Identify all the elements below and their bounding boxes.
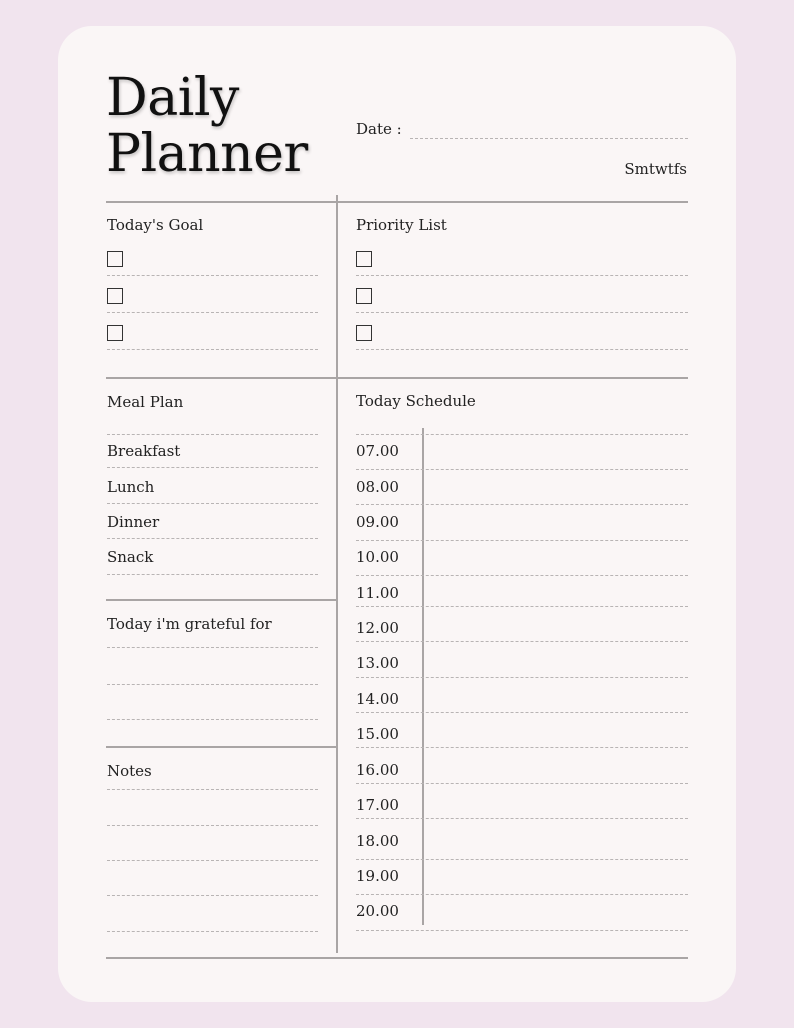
date-input-line[interactable] [410, 138, 688, 139]
notes-line-2[interactable] [107, 825, 318, 826]
schedule-time-16: 16.00 [356, 761, 399, 779]
schedule-time-20: 20.00 [356, 902, 399, 920]
grateful-title: Today i'm grateful for [107, 615, 272, 633]
priority-line-2[interactable] [356, 312, 688, 313]
schedule-line-13[interactable] [356, 677, 688, 678]
goal-line-3[interactable] [107, 349, 318, 350]
priority-checkbox-3[interactable] [356, 325, 372, 341]
schedule-time-12: 12.00 [356, 619, 399, 637]
meal-line-4[interactable] [107, 574, 318, 575]
meal-item-dinner: Dinner [107, 513, 160, 531]
schedule-time-07: 07.00 [356, 442, 399, 460]
schedule-line-18[interactable] [356, 859, 688, 860]
schedule-line-17[interactable] [356, 818, 688, 819]
schedule-line-15[interactable] [356, 747, 688, 748]
planner-title-planner: Planner [106, 124, 308, 184]
schedule-time-11: 11.00 [356, 584, 399, 602]
schedule-time-10: 10.00 [356, 548, 399, 566]
meal-item-breakfast: Breakfast [107, 442, 181, 460]
goal-checkbox-1[interactable] [107, 251, 123, 267]
schedule-time-08: 08.00 [356, 478, 399, 496]
goals-divider [106, 377, 688, 379]
planner-title-daily: Daily [106, 68, 239, 128]
goal-line-2[interactable] [107, 312, 318, 313]
goals-title: Today's Goal [107, 216, 204, 234]
schedule-line-07[interactable] [356, 469, 688, 470]
schedule-line-12[interactable] [356, 641, 688, 642]
schedule-line-16[interactable] [356, 783, 688, 784]
schedule-line-19[interactable] [356, 894, 688, 895]
schedule-time-17: 17.00 [356, 796, 399, 814]
goal-checkbox-3[interactable] [107, 325, 123, 341]
notes-line-3[interactable] [107, 860, 318, 861]
schedule-title: Today Schedule [356, 392, 476, 410]
schedule-time-14: 14.00 [356, 690, 399, 708]
notes-title: Notes [107, 762, 152, 780]
meal-line-3[interactable] [107, 538, 318, 539]
meal-divider [106, 599, 336, 601]
bottom-divider [106, 957, 688, 959]
schedule-line-14[interactable] [356, 712, 688, 713]
center-divider [336, 195, 338, 953]
schedule-time-13: 13.00 [356, 654, 399, 672]
grateful-divider [106, 746, 336, 748]
schedule-time-15: 15.00 [356, 725, 399, 743]
priority-line-1[interactable] [356, 275, 688, 276]
schedule-line-20[interactable] [356, 930, 688, 931]
meal-line-1[interactable] [107, 467, 318, 468]
notes-line-4[interactable] [107, 895, 318, 896]
schedule-line-09[interactable] [356, 540, 688, 541]
grateful-line-3[interactable] [107, 719, 318, 720]
top-divider [106, 201, 688, 203]
schedule-line-10[interactable] [356, 575, 688, 576]
priority-line-3[interactable] [356, 349, 688, 350]
goal-checkbox-2[interactable] [107, 288, 123, 304]
priority-checkbox-1[interactable] [356, 251, 372, 267]
meal-item-snack: Snack [107, 548, 154, 566]
schedule-time-19: 19.00 [356, 867, 399, 885]
schedule-line-11[interactable] [356, 606, 688, 607]
meal-line-2[interactable] [107, 503, 318, 504]
notes-line-5[interactable] [107, 931, 318, 932]
schedule-time-18: 18.00 [356, 832, 399, 850]
schedule-line-08[interactable] [356, 504, 688, 505]
date-label: Date : [356, 120, 402, 138]
grateful-line-1[interactable] [107, 647, 318, 648]
grateful-line-2[interactable] [107, 684, 318, 685]
schedule-time-09: 09.00 [356, 513, 399, 531]
weekday-selector[interactable]: Smtwtfs [624, 160, 687, 178]
meal-item-lunch: Lunch [107, 478, 155, 496]
schedule-line-0 [356, 434, 688, 435]
meal-title: Meal Plan [107, 393, 184, 411]
meal-line-0 [107, 434, 318, 435]
goal-line-1[interactable] [107, 275, 318, 276]
priority-title: Priority List [356, 216, 447, 234]
notes-line-1[interactable] [107, 789, 318, 790]
priority-checkbox-2[interactable] [356, 288, 372, 304]
